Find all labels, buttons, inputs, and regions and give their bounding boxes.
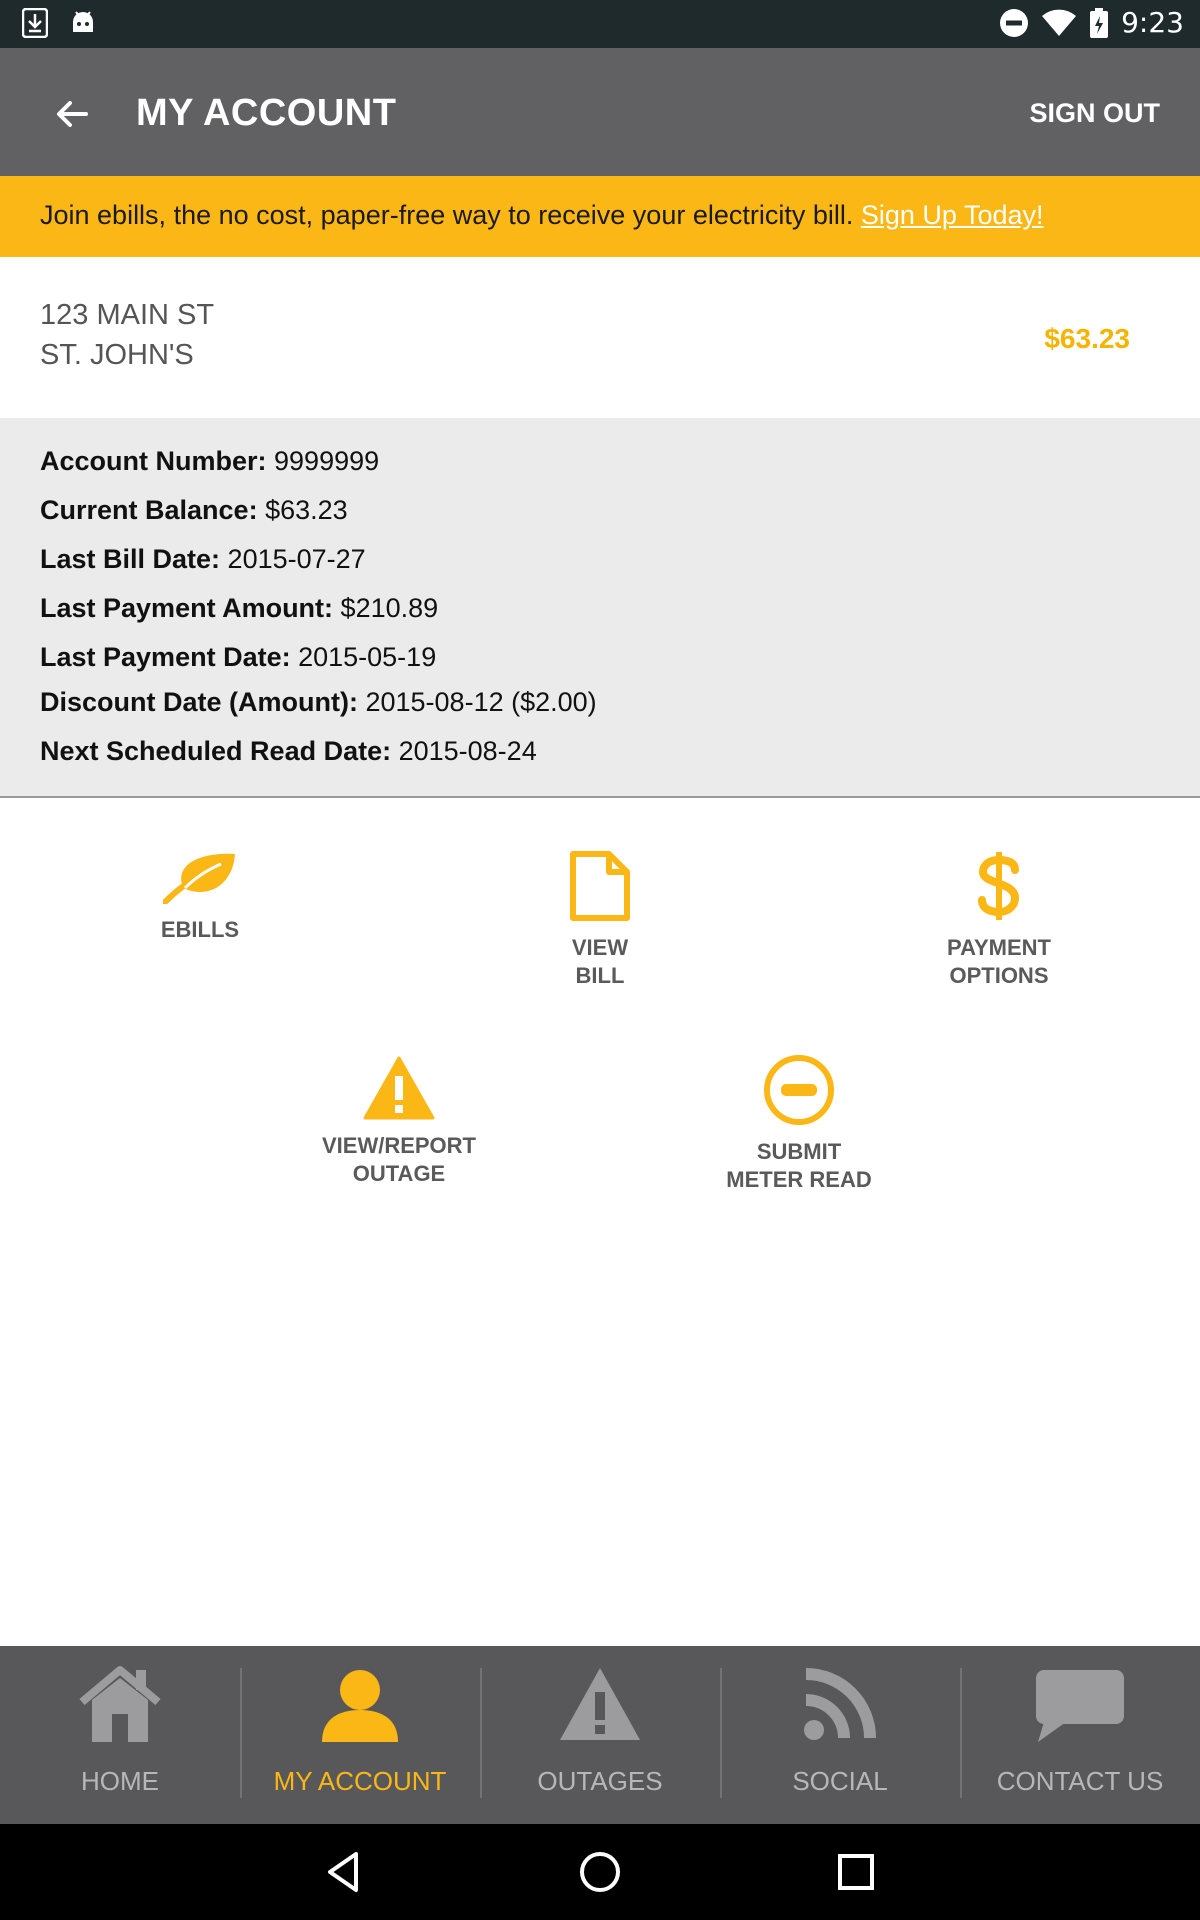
view-report-outage-button[interactable] xyxy=(299,1056,499,1188)
detail-account-number: Account Number: 9999999 xyxy=(40,446,380,476)
user-icon xyxy=(318,1662,402,1746)
detail-last-payment-amount: Last Payment Amount: $210.89 xyxy=(40,593,439,623)
back-triangle-icon[interactable] xyxy=(318,1846,370,1898)
meter-icon xyxy=(763,1054,835,1126)
ebills-button[interactable] xyxy=(100,848,300,944)
view-bill-label: VIEW BILL xyxy=(571,935,629,988)
bottom-nav xyxy=(0,1646,1200,1824)
back-arrow-icon[interactable] xyxy=(46,88,98,140)
dollar-icon xyxy=(977,850,1021,922)
recents-square-icon[interactable] xyxy=(830,1846,882,1898)
nav-contact-us[interactable] xyxy=(960,1646,1200,1824)
nav-outages[interactable] xyxy=(480,1646,720,1824)
page-title: MY ACCOUNT xyxy=(136,92,397,134)
android-notification-icon xyxy=(70,8,96,34)
status-time: 9:23 xyxy=(1121,6,1184,39)
detail-last-payment-date: Last Payment Date: 2015-05-19 xyxy=(40,642,437,672)
nav-my-account[interactable] xyxy=(240,1646,480,1824)
nav-social-label: SOCIAL xyxy=(792,1766,888,1796)
system-nav-bar xyxy=(0,1824,1200,1920)
battery-charging-icon xyxy=(1089,8,1109,38)
account-summary-row[interactable] xyxy=(0,257,1200,418)
wifi-icon xyxy=(1041,9,1077,37)
view-report-outage-label: VIEW/REPORT OUTAGE xyxy=(321,1133,476,1186)
nav-outages-label: OUTAGES xyxy=(537,1766,663,1796)
chat-icon xyxy=(1032,1662,1128,1746)
detail-last-bill-date: Last Bill Date: 2015-07-27 xyxy=(40,544,366,574)
leaf-icon xyxy=(163,848,237,904)
warning-icon xyxy=(363,1056,435,1120)
status-bar xyxy=(0,0,1200,48)
do-not-disturb-icon xyxy=(999,8,1029,38)
ebills-promo-banner xyxy=(0,176,1200,257)
submit-meter-read-label: SUBMIT METER READ xyxy=(726,1139,872,1192)
detail-next-read-date: Next Scheduled Read Date: 2015-08-24 xyxy=(40,736,537,766)
address-line-1: 123 MAIN ST xyxy=(40,299,215,331)
nav-my-account-label: MY ACCOUNT xyxy=(273,1766,447,1796)
detail-discount-date: Discount Date (Amount): 2015-08-12 ($2.00) xyxy=(40,687,597,717)
home-icon xyxy=(78,1662,162,1746)
address-line-2: ST. JOHN'S xyxy=(40,339,194,371)
view-bill-button[interactable] xyxy=(500,850,700,990)
payment-options-label: PAYMENT OPTIONS xyxy=(947,935,1051,988)
nav-home-label: HOME xyxy=(81,1766,159,1796)
rss-icon xyxy=(798,1662,882,1746)
account-details xyxy=(0,418,1200,798)
detail-current-balance: Current Balance: $63.23 xyxy=(40,495,348,525)
balance-amount: $63.23 xyxy=(1044,323,1130,354)
nav-social[interactable] xyxy=(720,1646,960,1824)
app-bar xyxy=(0,48,1200,176)
nav-home[interactable] xyxy=(0,1646,240,1824)
home-circle-icon[interactable] xyxy=(574,1846,626,1898)
warning-icon xyxy=(558,1662,642,1746)
ebills-label: EBILLS xyxy=(160,917,240,942)
submit-meter-read-button[interactable] xyxy=(699,1054,899,1194)
sign-out-button[interactable]: SIGN OUT xyxy=(1029,98,1160,128)
payment-options-button[interactable] xyxy=(899,850,1099,990)
download-notification-icon xyxy=(22,8,48,38)
sign-up-link[interactable]: Sign Up Today! xyxy=(860,200,1044,230)
promo-text: Join ebills, the no cost, paper-free way to receive your electricity bill. xyxy=(40,200,861,230)
nav-contact-us-label: CONTACT US xyxy=(996,1766,1164,1796)
document-icon xyxy=(569,850,631,922)
